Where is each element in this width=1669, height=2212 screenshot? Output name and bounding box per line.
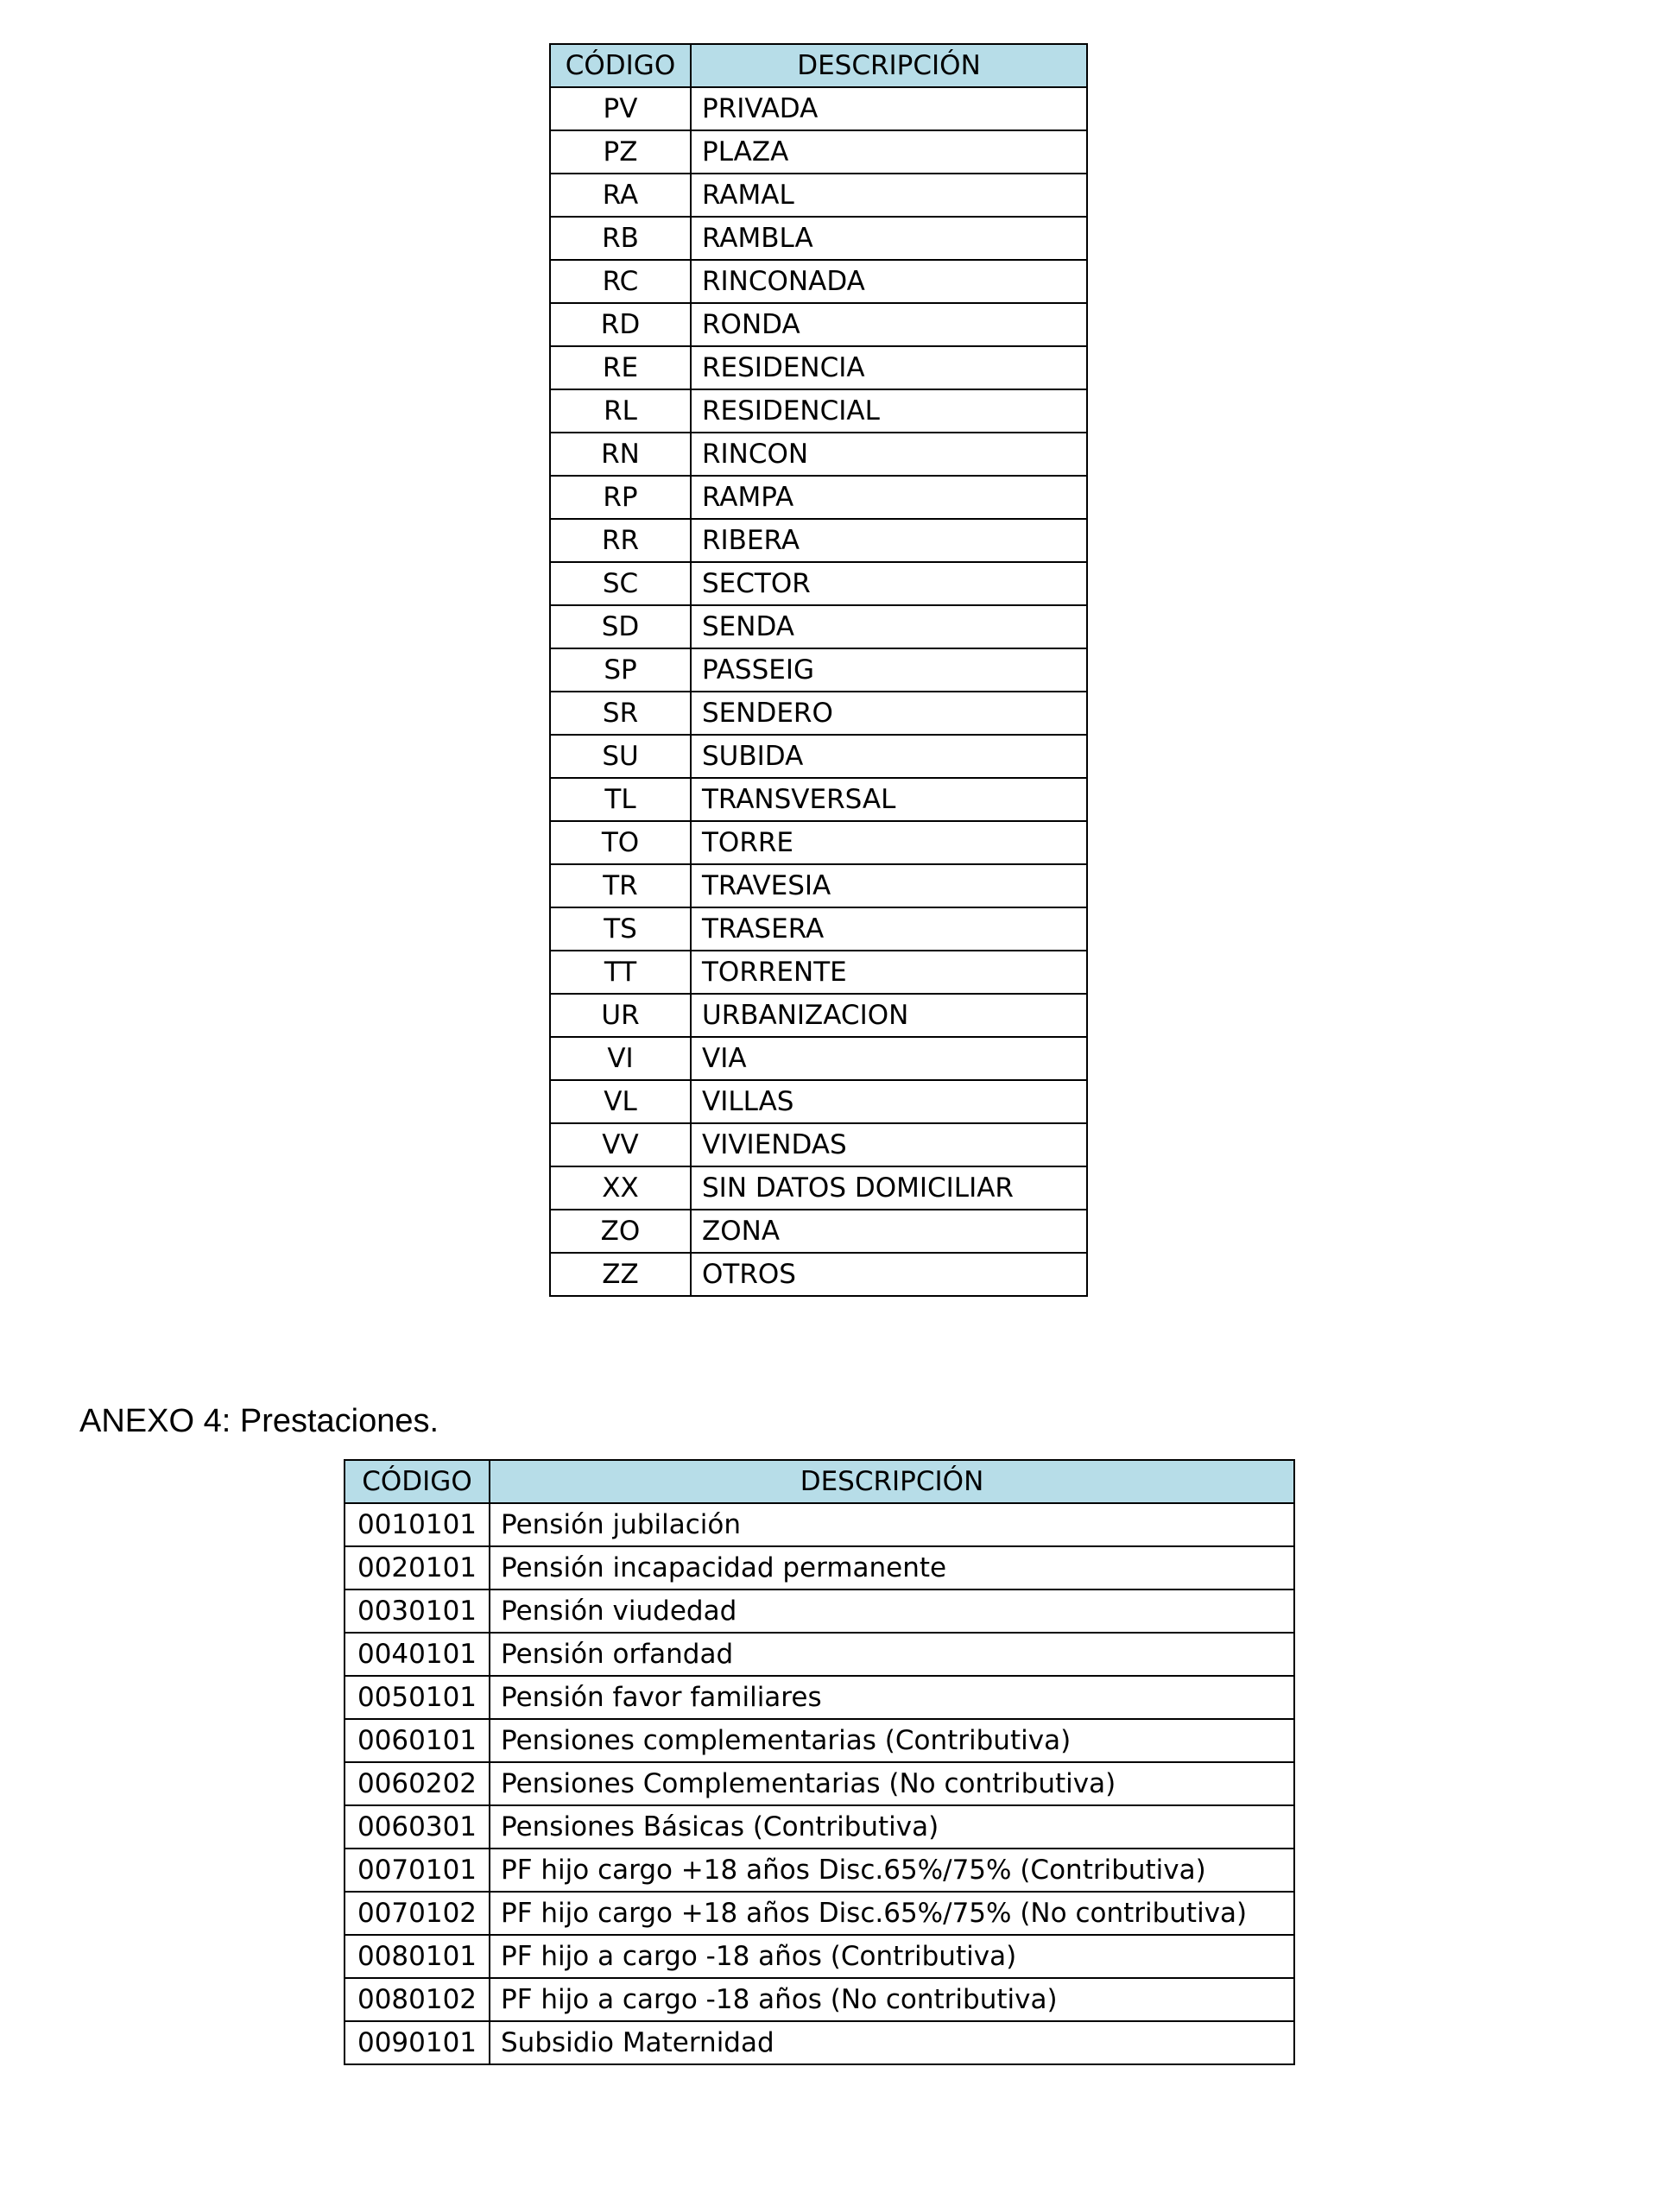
table-row [550, 87, 1087, 130]
via-type-codes-table [549, 43, 1088, 1297]
table-row [550, 864, 1087, 907]
description-cell: RINCON [691, 433, 1087, 476]
code-cell: TS [550, 907, 691, 951]
table-row [345, 1935, 1294, 1978]
description-cell: Pensiones Complementarias (No contributiva) [490, 1762, 1294, 1805]
description-cell: TRANSVERSAL [691, 778, 1087, 821]
table-row [345, 1978, 1294, 2021]
table-row [345, 1546, 1294, 1589]
description-cell: URBANIZACION [691, 994, 1087, 1037]
code-cell: 0080102 [345, 1978, 490, 2021]
table-row [550, 389, 1087, 433]
code-cell: RA [550, 174, 691, 217]
description-cell: ZONA [691, 1210, 1087, 1253]
code-cell: TO [550, 821, 691, 864]
description-cell: RAMAL [691, 174, 1087, 217]
description-cell: PLAZA [691, 130, 1087, 174]
description-cell: Subsidio Maternidad [490, 2021, 1294, 2064]
description-cell: RESIDENCIAL [691, 389, 1087, 433]
description-cell: RAMPA [691, 476, 1087, 519]
description-cell: RINCONADA [691, 260, 1087, 303]
code-cell: 0090101 [345, 2021, 490, 2064]
table-row [550, 605, 1087, 648]
code-cell: PZ [550, 130, 691, 174]
code-cell: ZO [550, 1210, 691, 1253]
description-cell: TORRENTE [691, 951, 1087, 994]
table-row [550, 562, 1087, 605]
description-cell: TORRE [691, 821, 1087, 864]
description-cell: SIN DATOS DOMICILIAR [691, 1166, 1087, 1210]
description-cell: Pensión favor familiares [490, 1676, 1294, 1719]
table-row [550, 1253, 1087, 1296]
header-descripcion: DESCRIPCIÓN [691, 44, 1087, 87]
code-cell: VL [550, 1080, 691, 1123]
code-cell: TL [550, 778, 691, 821]
code-cell: SR [550, 692, 691, 735]
code-cell: SC [550, 562, 691, 605]
code-cell: 0080101 [345, 1935, 490, 1978]
code-cell: VI [550, 1037, 691, 1080]
table-header-row [550, 44, 1087, 87]
table-row [345, 1719, 1294, 1762]
code-cell: 0070102 [345, 1892, 490, 1935]
code-cell: UR [550, 994, 691, 1037]
code-cell: 0070101 [345, 1849, 490, 1892]
table-row [345, 1849, 1294, 1892]
table-row [550, 174, 1087, 217]
header-codigo: CÓDIGO [345, 1460, 490, 1503]
table-row [550, 821, 1087, 864]
description-cell: VIVIENDAS [691, 1123, 1087, 1166]
description-cell: PASSEIG [691, 648, 1087, 692]
table-row [550, 692, 1087, 735]
description-cell: PF hijo a cargo -18 años (Contributiva) [490, 1935, 1294, 1978]
description-cell: PF hijo cargo +18 años Disc.65%/75% (No contributiva) [490, 1892, 1294, 1935]
code-cell: 0010101 [345, 1503, 490, 1546]
description-cell: VIA [691, 1037, 1087, 1080]
table-row [550, 994, 1087, 1037]
table-row [550, 778, 1087, 821]
table-row [550, 648, 1087, 692]
table-row [550, 217, 1087, 260]
code-cell: ZZ [550, 1253, 691, 1296]
code-cell: 0050101 [345, 1676, 490, 1719]
description-cell: RONDA [691, 303, 1087, 346]
code-cell: 0030101 [345, 1589, 490, 1633]
code-cell: VV [550, 1123, 691, 1166]
description-cell: OTROS [691, 1253, 1087, 1296]
table-row [550, 433, 1087, 476]
table-row [550, 1080, 1087, 1123]
code-cell: RP [550, 476, 691, 519]
table-row [550, 1210, 1087, 1253]
code-cell: TT [550, 951, 691, 994]
table-row [550, 519, 1087, 562]
code-cell: XX [550, 1166, 691, 1210]
table-row [550, 1123, 1087, 1166]
code-cell: 0020101 [345, 1546, 490, 1589]
table-row [345, 1892, 1294, 1935]
description-cell: SENDA [691, 605, 1087, 648]
table-row [550, 260, 1087, 303]
table-row [345, 2021, 1294, 2064]
table-row [550, 346, 1087, 389]
code-cell: SU [550, 735, 691, 778]
code-cell: 0060202 [345, 1762, 490, 1805]
description-cell: RIBERA [691, 519, 1087, 562]
code-cell: 0060301 [345, 1805, 490, 1849]
description-cell: VILLAS [691, 1080, 1087, 1123]
code-cell: RC [550, 260, 691, 303]
description-cell: TRASERA [691, 907, 1087, 951]
table-row [345, 1762, 1294, 1805]
code-cell: RE [550, 346, 691, 389]
code-cell: RD [550, 303, 691, 346]
code-cell: TR [550, 864, 691, 907]
code-cell: RB [550, 217, 691, 260]
code-cell: RN [550, 433, 691, 476]
header-codigo: CÓDIGO [550, 44, 691, 87]
description-cell: Pensiones Básicas (Contributiva) [490, 1805, 1294, 1849]
code-cell: RR [550, 519, 691, 562]
table-row [550, 130, 1087, 174]
description-cell: SUBIDA [691, 735, 1087, 778]
table-row [345, 1805, 1294, 1849]
description-cell: Pensión orfandad [490, 1633, 1294, 1676]
table-row [345, 1589, 1294, 1633]
table-row [550, 476, 1087, 519]
table-row [345, 1633, 1294, 1676]
table-row [550, 303, 1087, 346]
code-cell: SP [550, 648, 691, 692]
table-row [345, 1676, 1294, 1719]
description-cell: RAMBLA [691, 217, 1087, 260]
code-cell: PV [550, 87, 691, 130]
code-cell: 0040101 [345, 1633, 490, 1676]
table-row [550, 907, 1087, 951]
table-row [550, 1166, 1087, 1210]
code-cell: 0060101 [345, 1719, 490, 1762]
description-cell: PF hijo cargo +18 años Disc.65%/75% (Contributiva) [490, 1849, 1294, 1892]
prestaciones-table [344, 1459, 1295, 2065]
table-row [550, 1037, 1087, 1080]
code-cell: SD [550, 605, 691, 648]
table-row [345, 1503, 1294, 1546]
annex-4-heading: ANEXO 4: Prestaciones. [79, 1403, 439, 1439]
description-cell: RESIDENCIA [691, 346, 1087, 389]
description-cell: PRIVADA [691, 87, 1087, 130]
description-cell: Pensión incapacidad permanente [490, 1546, 1294, 1589]
description-cell: Pensión viudedad [490, 1589, 1294, 1633]
table-row [550, 735, 1087, 778]
description-cell: Pensiones complementarias (Contributiva) [490, 1719, 1294, 1762]
description-cell: PF hijo a cargo -18 años (No contributiva) [490, 1978, 1294, 2021]
description-cell: SECTOR [691, 562, 1087, 605]
description-cell: Pensión jubilación [490, 1503, 1294, 1546]
table-row [550, 951, 1087, 994]
table-header-row [345, 1460, 1294, 1503]
header-descripcion: DESCRIPCIÓN [490, 1460, 1294, 1503]
description-cell: SENDERO [691, 692, 1087, 735]
code-cell: RL [550, 389, 691, 433]
description-cell: TRAVESIA [691, 864, 1087, 907]
